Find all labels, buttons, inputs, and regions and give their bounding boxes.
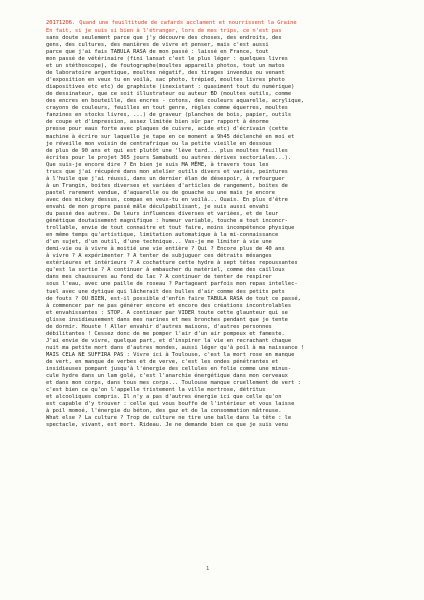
text-line: spectacle, vivant, est mort. Rideau. Je ne demande bien ce que je suis venu: [46, 422, 288, 429]
text-line: d'un sujet, d'un outil, d'une technique... Vas-je me limiter à vie une: [46, 239, 272, 246]
text-line: avec des mickey dessus, compas en veux-tu en voilà... Ouais. En plus d'être: [46, 196, 288, 203]
text-line: nuit ma petite mort dans d'autres mondes, aussi léger qu'à poil à ma naissance !: [46, 344, 305, 351]
text-line: fanzines en stocks livres, ...) de graveur (planches de bois, papier, outils: [46, 112, 292, 119]
text-line: insidieuses pompant jusqu'à l'énergie des cellules en folie comme une minus-: [46, 366, 292, 373]
text-line: extérieures et intérieurs ? A cochatture cette hydre à sept têtes repoussantes: [46, 260, 298, 267]
text-line: demi-vie ou à vivre à moitié une vie entière ? Qui ? Encore plus de 40 ans: [46, 246, 285, 253]
entry-title: Quand une feuiltitude de cafards acclament et nourrissent la Graine: [79, 20, 297, 26]
first-text-line: En fait, si je suis si bien à l'étranger, lors de mes trips, ce n'est pas: [46, 27, 282, 34]
text-line: à l'huile que j'ai réussi, dans un dernier élan de désespoir, à refourguer: [46, 175, 285, 182]
text-line: de coupe et d'impression, assez limitée bien sûr par rapport à énorme: [46, 119, 269, 126]
text-line: sous l'eau, avec une paille de roseau ? Partageant parfois mon repas intellec-: [46, 281, 298, 288]
text-line: J'ai envie de vivre, quelque part, et d'inspirer la vie en recrachant chaque: [46, 337, 292, 344]
text-line: débilitantes ! Cessez donc de me pomper l'air d'un air pompeux et fameste.: [46, 330, 285, 337]
text-line: dans mes chaussures au fond du lac ? A continuer de tenter de respirer: [46, 274, 272, 281]
text-line: gens, des cultures, des manières de vivre et penser, mais c'est aussi: [46, 41, 269, 48]
text-line: je réveille mon voisin de centrafrique ou la petite vieille en dessous: [46, 140, 272, 147]
text-line: de dormir. Houste ! Aller envahir d'autres maisons, d'autres personnes: [46, 323, 272, 330]
text-line: des encres en bouteille, des encres - cotons, des couleurs aquarelle, acrylique,: [46, 98, 305, 105]
text-line: à vivre ? A expérimenter ? A tenter de subjuguer ces détraits mésanges: [46, 253, 272, 260]
text-line: sans doute seulement parce que j'y découvre des choses, des endroits, des: [46, 34, 282, 41]
typewritten-sheet: [46, 20, 390, 575]
text-line: glisse insidieusement dans mes narines et mes bronches pendant que je tente: [46, 316, 288, 323]
text-line: en même temps qu'artistique, limitation automatique à la mi-connaissance: [46, 232, 279, 239]
text-line: mon passé de vétérinaire (fini lansat c'est le plus léger : quelques livres: [46, 55, 288, 62]
text-line: à poil momoé, l'énergie du béton, des gaz et de la consommation mâtreuse.: [46, 408, 282, 415]
text-line: trucs que j'ai récupéré dans mon atelier outils divers et variés, peintures: [46, 168, 288, 175]
text-line: et envahissantes : STOP. A continuer par VIDER toute cette glaunteur qui se: [46, 309, 288, 316]
text-line: de laboratoire argentique, moultes négatif, des tirages invendus ou venant: [46, 70, 285, 77]
text-line: du passé des autres. De leurs influences diverses et variées, et de leur: [46, 211, 279, 218]
text-line: diapositives etc etc) de graphiste (inexistant : quasiment tout du numérique): [46, 84, 295, 91]
text-line: crayons de couleurs, feuilles en tout genre, règles comme équerres, moultes: [46, 105, 288, 112]
text-line: parce que j'ai fais TABULA RASA de mon passé : laissé en France, tout: [46, 48, 269, 55]
text-line: What else ? La culture ? Trop de culture ne tire une balle dans la tête : le: [46, 415, 292, 422]
text-line: machine à écrire sur laquelle je tape en ce moment a 9h45 déclenché en moi et: [46, 133, 295, 140]
body-text: [46, 35, 390, 430]
text-line: d'exposition en veux tu en voilà, sac photo, trépied, moultes livres photo: [46, 77, 285, 84]
text-line: cule hydre dans un lam golé, c'est l'anarchie énergétique dans mon cerveaux: [46, 373, 288, 380]
text-line: et alcooliques compris. Il n'y a pas d'autres énergie ici que celle qu'on: [46, 394, 282, 401]
text-line: de vert, en manque de verbes et de verve, c'est les ondes pénétrantes et: [46, 359, 279, 365]
text-line: écrites pour le projet 365 jours Samabudi ou autres dérives sectoriales...).: [46, 154, 292, 161]
text-line: et un stéthoscope), de foutographe(moultes appareils photos, tout un matos: [46, 63, 285, 70]
page-number: 1: [206, 566, 210, 572]
text-line: trollable, envie de tout connaitre et tout faire, moins incompétence physique: [46, 225, 295, 232]
text-line: c'est bien ce qu'on l'appelle tristement la ville mortrose, détritus: [46, 387, 266, 394]
text-line: pastel rarement vendue, d'aquarelle ou de gouache ou une mais je encore: [46, 189, 276, 196]
text-line: tuel avec une dytique qui lâcherait des bulles d'air comme des petits pets: [46, 288, 285, 295]
text-line: est capable d'y trouver : celle qui vous bouffe de l'intérieur et vous laisse: [46, 401, 295, 408]
text-line: de dessinateur, que ce soit illustrateur ou auteur BD (moultes outils, comme: [46, 91, 292, 98]
document-heading: [46, 20, 390, 28]
text-line: et dans mon corps, dans tous mes corps... Toulouse manque cruellement de vert :: [46, 380, 301, 387]
text-line: qu'est la sortie ? A continuer à embaucher du matériel, comme des cailloux: [46, 267, 285, 274]
text-line: de fouts ? OU BIEN, est-il possible d'enfin faire TABULA RASA de tout ce passé,: [46, 295, 301, 302]
text-line: Que suis-je encore dire ? En bien je suis MA MÊME, à travers tous les: [46, 161, 269, 168]
text-line: MAIS CELA NE SUFFIRA PAS : Vivre ici à Toulouse, c'est la mort rose en manque: [46, 351, 295, 358]
text-line: à un Trangin, boites diverses et variées d'articles de rangement, boites de: [46, 182, 288, 189]
entry-date: 20171206.: [46, 20, 76, 26]
text-line: à commencer par ne pas générer encore et encore des créations incontrolables: [46, 302, 292, 309]
text-line: génétique doutaisement magnifique : humeur variable, touche a tout inconcr-: [46, 218, 288, 225]
text-line: de plus de 90 ans et qui est plutôt une 'lève tard... plus moultes feuilles: [46, 147, 288, 154]
text-line: envahi de mon propre passé mâle déculpabilisant, je suis aussi envahi: [46, 203, 269, 210]
text-line: presse pour eaux forte avec plaques de cuivre, acide etc) d'écrivain (cette: [46, 126, 288, 133]
